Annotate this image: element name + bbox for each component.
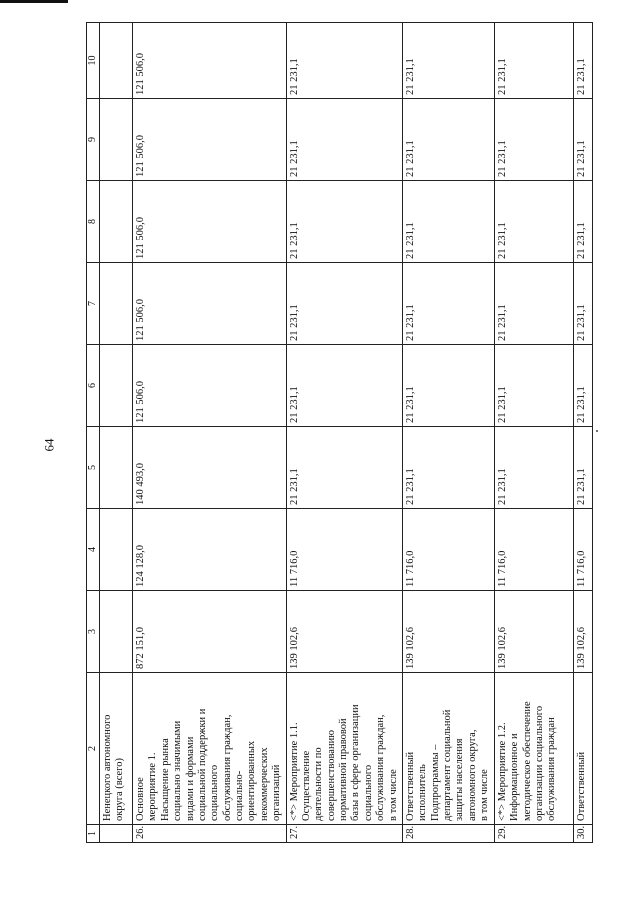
value-cell: 11 716,0 xyxy=(573,509,592,591)
table-row xyxy=(494,23,573,843)
col-header: 5 xyxy=(87,427,100,509)
col-header: 6 xyxy=(87,345,100,427)
scan-dot xyxy=(596,430,598,432)
row-number: 27. xyxy=(286,825,402,843)
budget-table xyxy=(86,22,593,843)
value-cell xyxy=(100,591,133,673)
value-cell: 21 231,1 xyxy=(573,181,592,263)
value-cell: 21 231,1 xyxy=(286,181,402,263)
col-header: 1 xyxy=(87,825,100,843)
value-cell: 21 231,1 xyxy=(402,345,494,427)
row-description: Ненецкого автономного округа (всего) xyxy=(100,673,133,825)
value-cell: 121 506,0 xyxy=(133,99,287,181)
value-cell xyxy=(100,99,133,181)
value-cell: 21 231,1 xyxy=(402,99,494,181)
value-cell: 139 102,6 xyxy=(494,591,573,673)
value-cell: 11 716,0 xyxy=(402,509,494,591)
value-cell: 121 506,0 xyxy=(133,23,287,99)
col-header: 9 xyxy=(87,99,100,181)
value-cell xyxy=(100,509,133,591)
value-cell: 21 231,1 xyxy=(286,263,402,345)
value-cell: 21 231,1 xyxy=(286,23,402,99)
value-cell: 139 102,6 xyxy=(286,591,402,673)
row-description: Ответственный исполнитель Подпрограммы – департамент социальной защиты населения автономного округа, в том числе xyxy=(402,673,494,825)
row-description: Ответственный xyxy=(573,673,592,825)
row-number xyxy=(100,825,133,843)
value-cell: 21 231,1 xyxy=(573,345,592,427)
value-cell xyxy=(100,23,133,99)
value-cell: 11 716,0 xyxy=(494,509,573,591)
value-cell: 21 231,1 xyxy=(573,99,592,181)
top-rule xyxy=(0,0,68,3)
value-cell: 21 231,1 xyxy=(573,427,592,509)
value-cell: 21 231,1 xyxy=(286,99,402,181)
row-number: 28. xyxy=(402,825,494,843)
value-cell xyxy=(100,263,133,345)
col-header: 7 xyxy=(87,263,100,345)
value-cell: 121 506,0 xyxy=(133,345,287,427)
value-cell: 11 716,0 xyxy=(286,509,402,591)
col-header: 2 xyxy=(87,673,100,825)
row-description: <*> Мероприятие 1.1. Осуществление деятельности по совершенствованию нормативной правовой базы в сфере организации социального обслуживания граждан, в том числе xyxy=(286,673,402,825)
value-cell: 21 231,1 xyxy=(494,181,573,263)
value-cell: 21 231,1 xyxy=(402,23,494,99)
header-row xyxy=(87,23,100,843)
rotated-table-container xyxy=(86,23,587,843)
table-row xyxy=(573,23,592,843)
table-row xyxy=(100,23,133,843)
value-cell xyxy=(100,181,133,263)
table-row xyxy=(133,23,287,843)
col-header: 10 xyxy=(87,23,100,99)
value-cell: 21 231,1 xyxy=(402,427,494,509)
value-cell: 21 231,1 xyxy=(494,345,573,427)
value-cell: 872 151,0 xyxy=(133,591,287,673)
value-cell: 121 506,0 xyxy=(133,181,287,263)
value-cell: 121 506,0 xyxy=(133,263,287,345)
value-cell: 139 102,6 xyxy=(573,591,592,673)
col-header: 8 xyxy=(87,181,100,263)
table-row xyxy=(286,23,402,843)
value-cell: 21 231,1 xyxy=(286,345,402,427)
value-cell xyxy=(100,345,133,427)
row-number: 29. xyxy=(494,825,573,843)
row-description: Основное мероприятие 1. Насыщение рынка социально значимыми видами и формами социальной поддержки и социального обслуживания граждан, социально- ориентированных некоммерческих организаций xyxy=(133,673,287,825)
value-cell: 21 231,1 xyxy=(573,23,592,99)
value-cell: 21 231,1 xyxy=(494,263,573,345)
value-cell: 21 231,1 xyxy=(573,263,592,345)
page-number: 64 xyxy=(41,438,57,452)
value-cell: 140 493,0 xyxy=(133,427,287,509)
value-cell: 21 231,1 xyxy=(402,263,494,345)
col-header: 4 xyxy=(87,509,100,591)
value-cell: 21 231,1 xyxy=(402,181,494,263)
value-cell: 139 102,6 xyxy=(402,591,494,673)
value-cell: 21 231,1 xyxy=(286,427,402,509)
value-cell xyxy=(100,427,133,509)
value-cell: 21 231,1 xyxy=(494,23,573,99)
value-cell: 21 231,1 xyxy=(494,99,573,181)
row-number: 26. xyxy=(133,825,287,843)
value-cell: 124 128,0 xyxy=(133,509,287,591)
table-row xyxy=(402,23,494,843)
row-description: <*> Мероприятие 1.2. Информационное и методическое обеспечение организации социального обслуживания граждан xyxy=(494,673,573,825)
col-header: 3 xyxy=(87,591,100,673)
value-cell: 21 231,1 xyxy=(494,427,573,509)
row-number: 30. xyxy=(573,825,592,843)
